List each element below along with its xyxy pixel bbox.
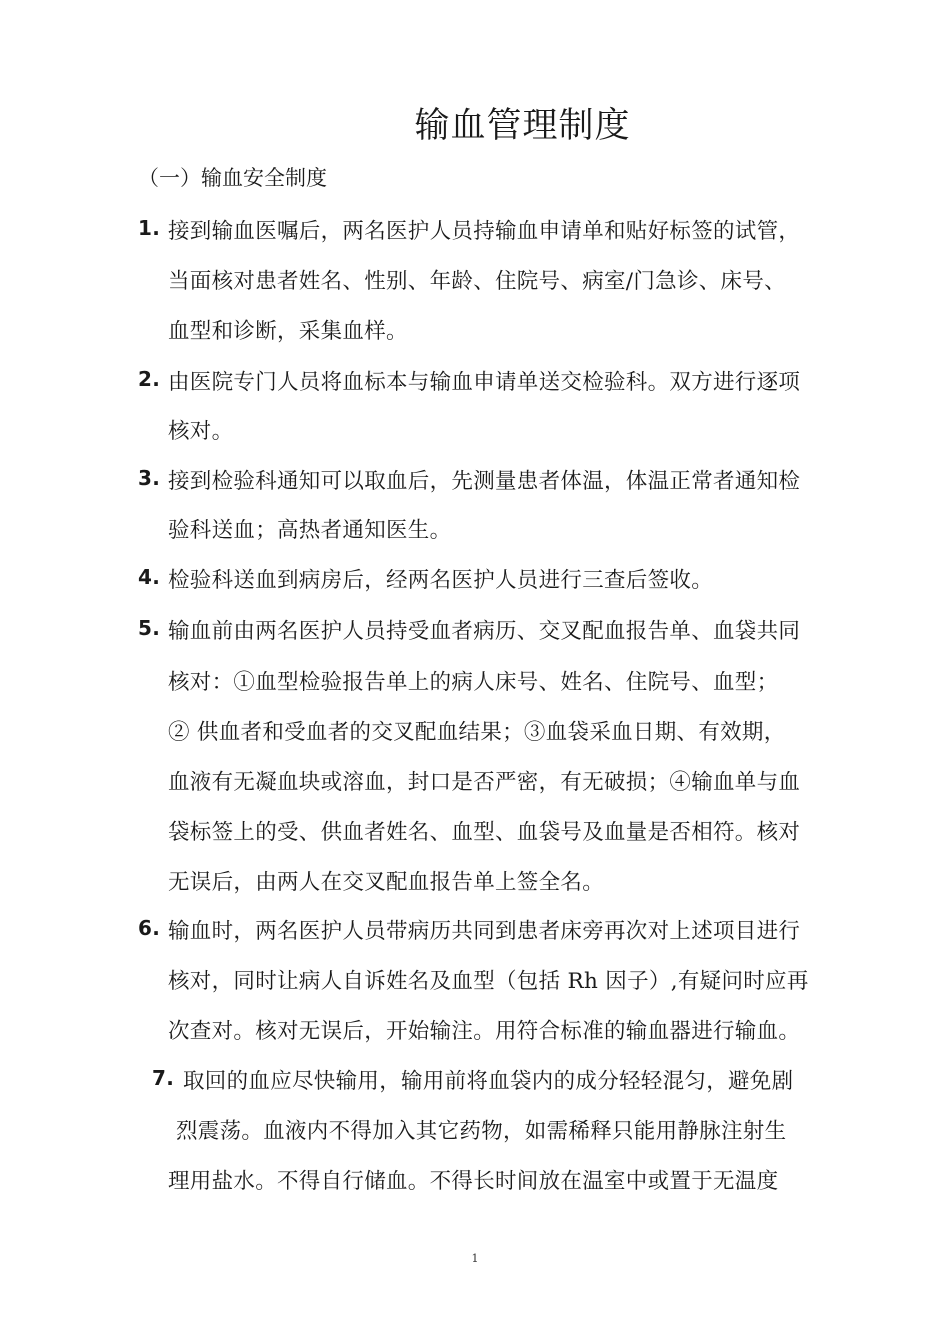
page-number: 1 — [471, 1252, 479, 1265]
list-item-line: 血型和诊断，采集血样。 — [168, 319, 408, 344]
list-item-number: 3. — [138, 466, 161, 490]
list-item-line: 由医院专门人员将血标本与输血申请单送交检验科。双方进行逐项 — [168, 370, 801, 395]
list-item-line: 接到输血医嘱后，两名医护人员持输血申请单和贴好标签的试管， — [168, 219, 801, 244]
list-item-number: 4. — [138, 565, 161, 589]
list-item-line: 检验科送血到病房后，经两名医护人员进行三查后签收。 — [168, 568, 714, 593]
list-item-line: 输血前由两名医护人员持受血者病历、交叉配血报告单、血袋共同 — [168, 619, 801, 644]
list-item-line: 取回的血应尽快输用，输用前将血袋内的成分轻轻混匀，避免剧 — [183, 1069, 794, 1094]
list-item-number: 5. — [138, 616, 161, 640]
section-heading: （一）输血安全制度 — [138, 166, 327, 190]
list-item-number: 1. — [138, 216, 161, 240]
list-item-line: 核对，同时让病人自诉姓名及血型（包括 Rh 因子）,有疑问时应再 — [168, 969, 809, 994]
list-item-line: 当面核对患者姓名、性别、年龄、住院号、病室/门急诊、床号、 — [168, 269, 786, 294]
list-item-number: 7. — [152, 1066, 175, 1090]
list-item-line: 理用盐水。不得自行储血。不得长时间放在温室中或置于无温度 — [168, 1169, 779, 1194]
list-item-number: 6. — [138, 916, 161, 940]
list-item-line: 次查对。核对无误后，开始输注。用符合标准的输血器进行输血。 — [168, 1019, 801, 1044]
list-item-line: ② 供血者和受血者的交叉配血结果；③血袋采血日期、有效期， — [168, 720, 786, 745]
list-item-line: 袋标签上的受、供血者姓名、血型、血袋号及血量是否相符。核对 — [168, 820, 801, 845]
list-item-line: 无误后，由两人在交叉配血报告单上签全名。 — [168, 870, 605, 895]
list-item-line: 血液有无凝血块或溶血，封口是否严密，有无破损；④输血单与血 — [168, 770, 801, 795]
page-title: 输血管理制度 — [414, 106, 631, 146]
list-item-number: 2. — [138, 367, 161, 391]
list-item-line: 核对。 — [168, 419, 234, 444]
list-item-line: 输血时，两名医护人员带病历共同到患者床旁再次对上述项目进行 — [168, 919, 801, 944]
list-item-line: 验科送血；高热者通知医生。 — [168, 518, 452, 543]
list-item-line: 核对：①血型检验报告单上的病人床号、姓名、住院号、血型； — [168, 670, 779, 695]
list-item-line: 接到检验科通知可以取血后，先测量患者体温，体温正常者通知检 — [168, 469, 801, 494]
list-item-line: 烈震荡。血液内不得加入其它药物，如需稀释只能用静脉注射生 — [176, 1119, 787, 1144]
